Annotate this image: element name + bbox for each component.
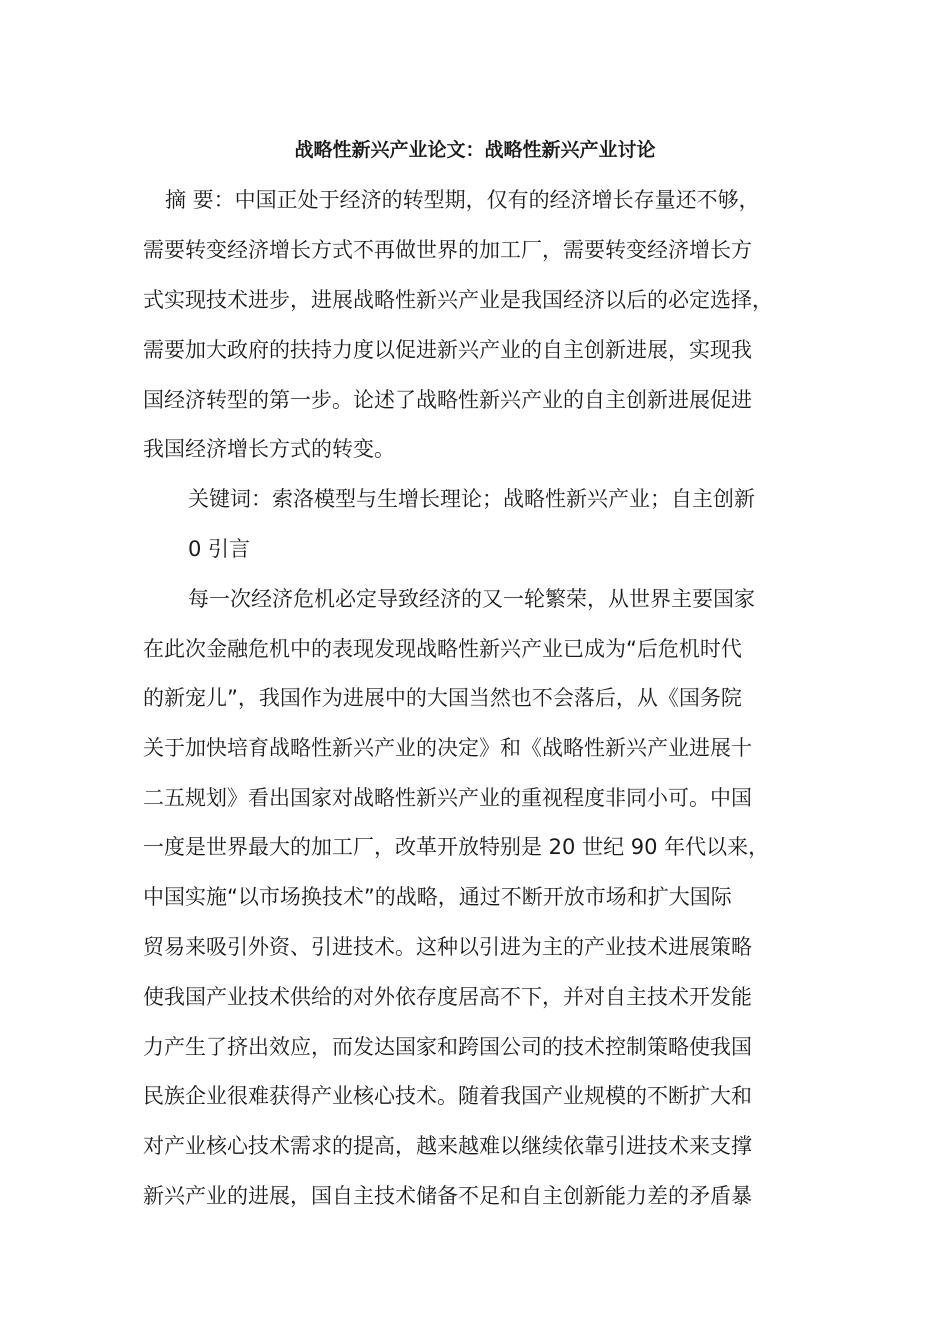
abstract-line: 需要加大政府的扶持力度以促进新兴产业的自主创新进展，实现我 — [143, 338, 752, 362]
body-line: 关于加快培育战略性新兴产业的决定》和《战略性新兴产业进展十 — [143, 736, 752, 760]
body-line: 民族企业很难获得产业核心技术。随着我国产业规模的不断扩大和 — [143, 1084, 752, 1108]
abstract-line: 我国经济增长方式的转变。 — [143, 437, 395, 461]
keywords-line: 关键词：索洛模型与生增长理论；战略性新兴产业；自主创新 — [188, 487, 755, 511]
body-line: 一度是世界最大的加工厂，改革开放特别是 20 世纪 90 年代以来， — [143, 835, 770, 859]
body-line: 二五规划》看出国家对战略性新兴产业的重视程度非同小可。中国 — [143, 786, 752, 810]
abstract-line: 国经济转型的第一步。论述了战略性新兴产业的自主创新进展促进 — [143, 388, 752, 412]
body-line: 的新宠儿”，我国作为进展中的大国当然也不会落后，从《国务院 — [143, 686, 742, 710]
body-line: 中国实施“以市场换技术”的战略，通过不断开放市场和扩大国际 — [143, 885, 732, 909]
abstract-line: 式实现技术进步，进展战略性新兴产业是我国经济以后的必定选择， — [143, 288, 773, 312]
body-line: 在此次金融危机中的表现发现战略性新兴产业已成为“后危机时代 — [143, 637, 742, 661]
section-heading: 0 引言 — [188, 537, 251, 561]
body-line: 每一次经济危机必定导致经济的又一轮繁荣，从世界主要国家 — [188, 587, 755, 611]
body-line: 贸易来吸引外资、引进技术。这种以引进为主的产业技术进展策略 — [143, 935, 752, 959]
body-line: 力产生了挤出效应，而发达国家和跨国公司的技术控制策略使我国 — [143, 1035, 752, 1059]
body-line: 对产业核心技术需求的提高，越来越难以继续依靠引进技术来支撑 — [143, 1134, 752, 1158]
body-line: 使我国产业技术供给的对外依存度居高不下，并对自主技术开发能 — [143, 985, 752, 1009]
body-line: 新兴产业的进展，国自主技术储备不足和自主创新能力差的矛盾暴 — [143, 1184, 752, 1208]
document-title: 战略性新兴产业论文：战略性新兴产业讨论 — [294, 139, 656, 161]
abstract-line: 需要转变经济增长方式不再做世界的加工厂，需要转变经济增长方 — [143, 238, 752, 262]
abstract-line: 摘 要：中国正处于经济的转型期，仅有的经济增长存量还不够， — [165, 188, 760, 212]
